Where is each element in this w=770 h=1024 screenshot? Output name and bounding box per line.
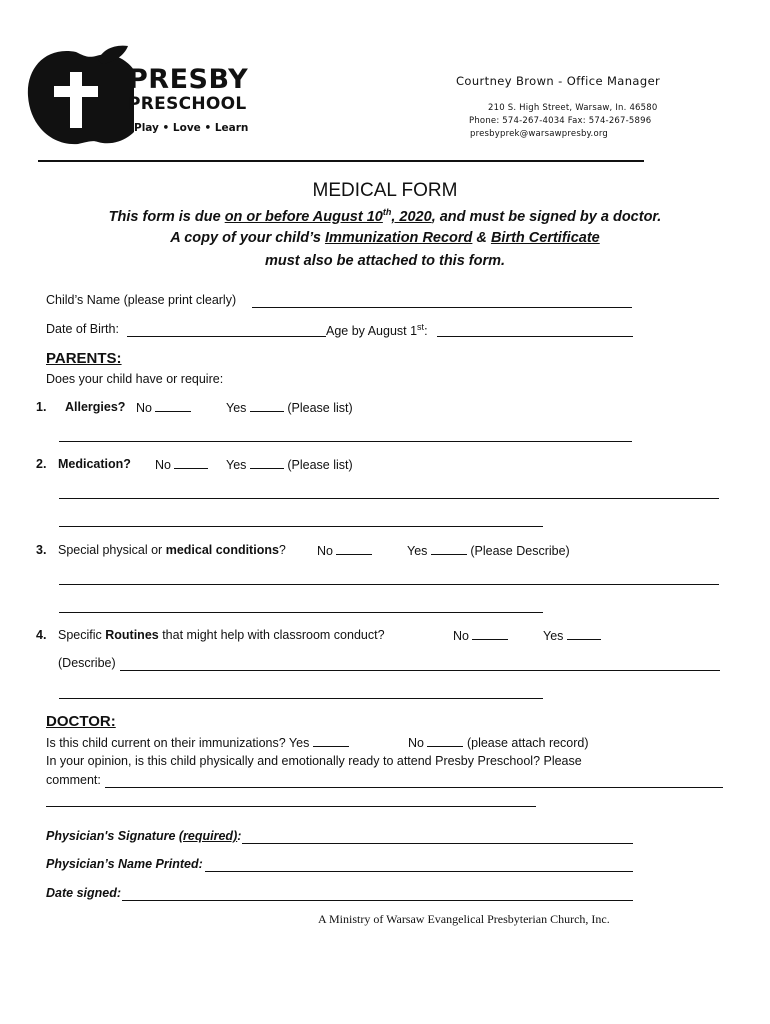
q4-describe-label: (Describe)	[58, 656, 116, 670]
q1-yes-field[interactable]	[250, 400, 284, 412]
copy-line: A copy of your child’s Immunization Record & Birth Certificate	[170, 230, 600, 246]
q2-list-line-2[interactable]	[59, 526, 543, 527]
q3-yes-field[interactable]	[431, 543, 467, 555]
immunization-no: No (please attach record)	[408, 736, 589, 750]
attach-line: must also be attached to this form.	[264, 253, 506, 269]
contact-address: 210 S. High Street, Warsaw, In. 46580	[488, 103, 658, 113]
date-signed-field[interactable]	[122, 900, 633, 901]
contact-phone: Phone: 574-267-4034 Fax: 574-267-5896	[469, 116, 652, 126]
physician-signature-label: Physician's Signature (required):	[46, 829, 242, 843]
q3-describe-line-1[interactable]	[59, 584, 719, 585]
comment-label: comment:	[46, 773, 101, 787]
age-label: Age by August 1st:	[326, 322, 428, 339]
comment-line-2[interactable]	[46, 806, 536, 807]
q2-yes: Yes (Please list)	[226, 458, 353, 472]
q4-number: 4.	[36, 628, 47, 642]
q3-label: Special physical or medical conditions?	[58, 543, 286, 557]
q4-yes: Yes	[543, 628, 601, 643]
q1-yes: Yes (Please list)	[226, 401, 353, 415]
immunization-question: Is this child current on their immunizations? Yes	[46, 735, 349, 750]
contact-email: presbyprek@warsawpresby.org	[470, 129, 609, 139]
physician-name-field[interactable]	[205, 871, 633, 872]
form-title: MEDICAL FORM	[312, 180, 458, 201]
parents-question: Does your child have or require:	[46, 372, 224, 386]
q4-describe-line-1[interactable]	[120, 670, 720, 671]
q2-list-line-1[interactable]	[59, 498, 719, 499]
immunization-no-field[interactable]	[427, 735, 463, 747]
brand-sub: PRESCHOOL	[128, 94, 247, 114]
child-name-field[interactable]	[252, 307, 632, 308]
brand-name: PRESBY	[128, 64, 249, 95]
q1-list-line[interactable]	[59, 441, 632, 442]
q4-yes-field[interactable]	[567, 628, 601, 640]
q2-number: 2.	[36, 457, 47, 471]
header-rule	[38, 160, 644, 162]
q1-no-field[interactable]	[155, 400, 191, 412]
parents-heading: PARENTS:	[46, 350, 122, 367]
immunization-yes-field[interactable]	[313, 735, 349, 747]
q4-describe-line-2[interactable]	[59, 698, 543, 699]
footer-text: A Ministry of Warsaw Evangelical Presbyterian Church, Inc.	[318, 912, 610, 926]
dob-label: Date of Birth:	[46, 322, 119, 336]
q4-no: No	[453, 628, 508, 643]
date-signed-label: Date signed:	[46, 886, 122, 900]
q3-describe-line-2[interactable]	[59, 612, 543, 613]
age-field[interactable]	[437, 336, 633, 337]
due-line: This form is due on or before August 10th, 2020, and must be signed by a doctor.	[108, 207, 662, 225]
comment-line-1[interactable]	[105, 787, 723, 788]
q2-no: No	[155, 457, 208, 472]
q2-no-field[interactable]	[174, 457, 208, 469]
q4-no-field[interactable]	[472, 628, 508, 640]
dob-field[interactable]	[127, 336, 326, 337]
brand-tagline: Play • Love • Learn	[134, 122, 249, 134]
q1-label: Allergies?	[65, 400, 126, 414]
q3-number: 3.	[36, 543, 47, 557]
q1-no: No	[136, 400, 191, 415]
contact-name: Courtney Brown - Office Manager	[456, 74, 661, 88]
q4-label: Specific Routines that might help with classroom conduct?	[58, 628, 385, 642]
physician-name-label: Physician’s Name Printed:	[46, 857, 203, 871]
q3-yes: Yes (Please Describe)	[407, 544, 570, 558]
opinion-question: In your opinion, is this child physically and emotionally ready to attend Presby Preschool? Please	[46, 754, 582, 768]
q1-number: 1.	[36, 400, 47, 414]
q2-label: Medication?	[58, 457, 131, 471]
q2-yes-field[interactable]	[250, 457, 284, 469]
q3-no: No	[317, 543, 372, 558]
physician-signature-field[interactable]	[242, 843, 633, 844]
child-name-label: Child’s Name (please print clearly)	[46, 293, 237, 307]
doctor-heading: DOCTOR:	[46, 713, 116, 730]
q3-no-field[interactable]	[336, 543, 372, 555]
